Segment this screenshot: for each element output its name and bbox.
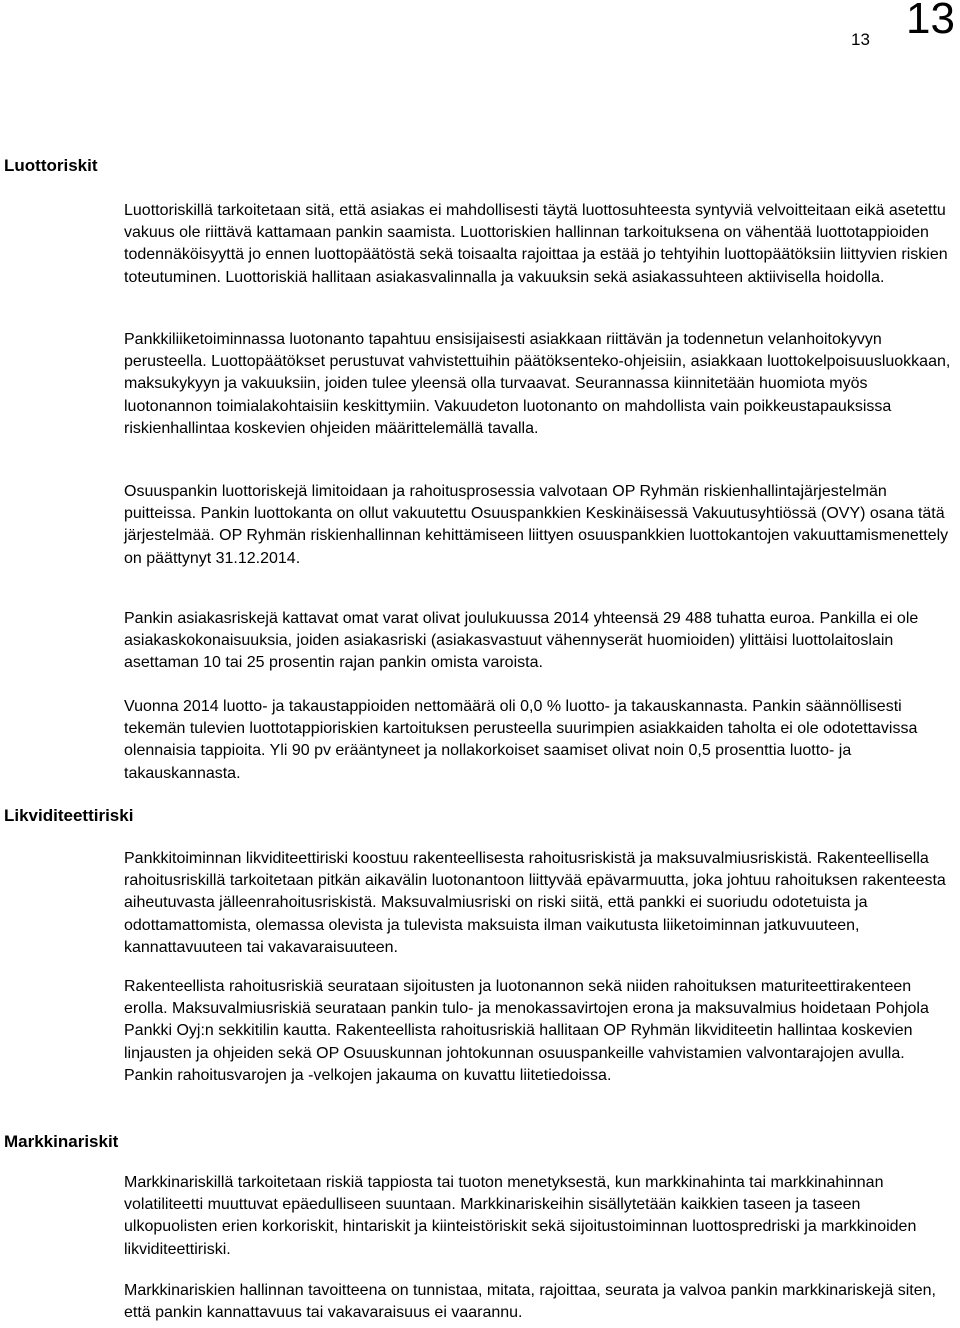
paragraph: Markkinariskillä tarkoitetaan riskiä tappiosta tai tuoton menetyksestä, kun markkinahinta tai markkinahinnan volatiliteetti muuttuvat epäedulliseen suuntaan. Markkinariskeihin sisällytetään kaikkien taseen ja taseen ulkopuolisten erien korkoriskit, hintariskit ja kiinteistöriskit sekä sijoitustoiminnan luottospredriski ja markkinoiden likviditeettiriski. [124,1174,917,1258]
heading-credit-risk: Luottoriskit [4,156,98,175]
paragraph: Pankin asiakasriskejä kattavat omat varat olivat joulukuussa 2014 yhteensä 29 488 tuhatta euroa. Pankilla ei ole asiakaskokonaisuuksia, joiden asiakasriski (asiakasvastuut vähennyserät huomioiden) ylittäisi luottolaitoslain asettaman 10 tai 25 prosentin rajan pankin omista varoista. [124,610,919,672]
page-number-large: 13 [906,0,955,43]
paragraph: Pankkiliiketoiminnassa luotonanto tapahtuu ensisijaisesti asiakkaan riittävän ja todennetun velanhoitokyvyn perusteella. Luottopäätökset perustuvat vahvistettuihin päätöksenteko-ohjeisiin, asiakkaan luottokelpoisuusluokkaan, maksukykyyn ja vakuuksiin, joiden tulee yleensä olla turvaavat. Seurannassa kiinnitetään huomiota myös luotonannon toimialakohtaisiin keskittymiin. Vakuudeton luotonanto on mahdollista vain poikkeustapauksissa riskienhallintaa koskevien ohjeiden määrittelemällä tavalla. [124,331,951,437]
heading-liquidity-risk: Likviditeettiriski [4,806,134,825]
page-number-small: 13 [851,30,870,49]
paragraph: Vuonna 2014 luotto- ja takaustappioiden nettomäärä oli 0,0 % luotto- ja takauskannasta. Pankin säännöllisesti tekemän tulevien luottotappioriskien kartoituksen perusteella suurimpien asiakkaiden taholta ei ole odotettavissa olennaisia tappioita. Yli 90 pv erääntyneet ja nollakorkoiset saamiset olivat noin 0,5 prosenttia luotto- ja takauskannasta. [124,698,918,782]
paragraph: Rakenteellista rahoitusriskiä seurataan sijoitusten ja luotonannon sekä niiden rahoituksen maturiteettirakenteen erolla. Maksuvalmiusriskiä seurataan pankin tulo- ja menokassavirtojen erona ja maksuvalmius hoidetaan Pohjola Pankki Oyj:n sekkitilin kautta. Rakenteellista rahoitusriskiä hallitaan OP Ryhmän likviditeetin hallintaa koskevien linjausten ja ohjeiden sekä OP Osuuskunnan johtokunnan osuuspankeille vahvistamien valvontarajojen avulla. Pankin rahoitusvarojen ja -velkojen jakauma on kuvattu liitetiedoissa. [124,978,929,1084]
paragraph: Luottoriskillä tarkoitetaan sitä, että asiakas ei mahdollisesti täytä luottosuhteesta syntyviä velvoitteitaan eikä asetettu vakuus ole riittävä kattamaan pankin saamista. Luottoriskien hallinnan tarkoituksena on vähentää luottotappioiden todennäköisyyttä jo ennen luottopäätöstä sekä toisaalta rajoittaa ja estää jo tehtyihin luottopäätöksiin liittyvien riskien toteutuminen. Luottoriskiä hallitaan asiakasvalinnalla ja vakuuksin sekä asiakassuhteen aktiivisella hoidolla. [124,202,948,286]
paragraph: Pankkitoiminnan likviditeettiriski koostuu rakenteellisesta rahoitusriskistä ja maksuvalmiusriskistä. Rakenteellisella rahoitusriskillä tarkoitetaan pitkän aikavälin luotonantoon liittyvää epävarmuutta, joka johtuu rahoituksen rakenteesta aiheutuvasta jälleenrahoitusriskistä. Maksuvalmiusriski on riski siitä, että pankki ei suoriudu odotetuista ja odottamattomista, olemassa olevista ja tulevista maksuista ilman vaikutusta liiketoiminnan jatkuvuuteen, kannattavuuteen tai vakavaraisuuteen. [124,850,946,956]
paragraph: Osuuspankin luottoriskejä limitoidaan ja rahoitusprosessia valvotaan OP Ryhmän riskienhallintajärjestelmän puitteissa. Pankin luottokanta on ollut vakuutettu Osuuspankkien Keskinäisessä Vakuutusyhtiössä (OVY) osana tätä järjestelmää. OP Ryhmän riskienhallinnan kehittämiseen liittyen osuuspankkien luottokantojen vakuuttamismenettely on päättynyt 31.12.2014. [124,483,949,567]
paragraph: Markkinariskien hallinnan tavoitteena on tunnistaa, mitata, rajoittaa, seurata ja valvoa pankin markkinariskejä siten, että pankin kannattavuus tai vakavaraisuus ei vaarannu. [124,1282,936,1322]
heading-market-risk: Markkinariskit [4,1132,119,1151]
